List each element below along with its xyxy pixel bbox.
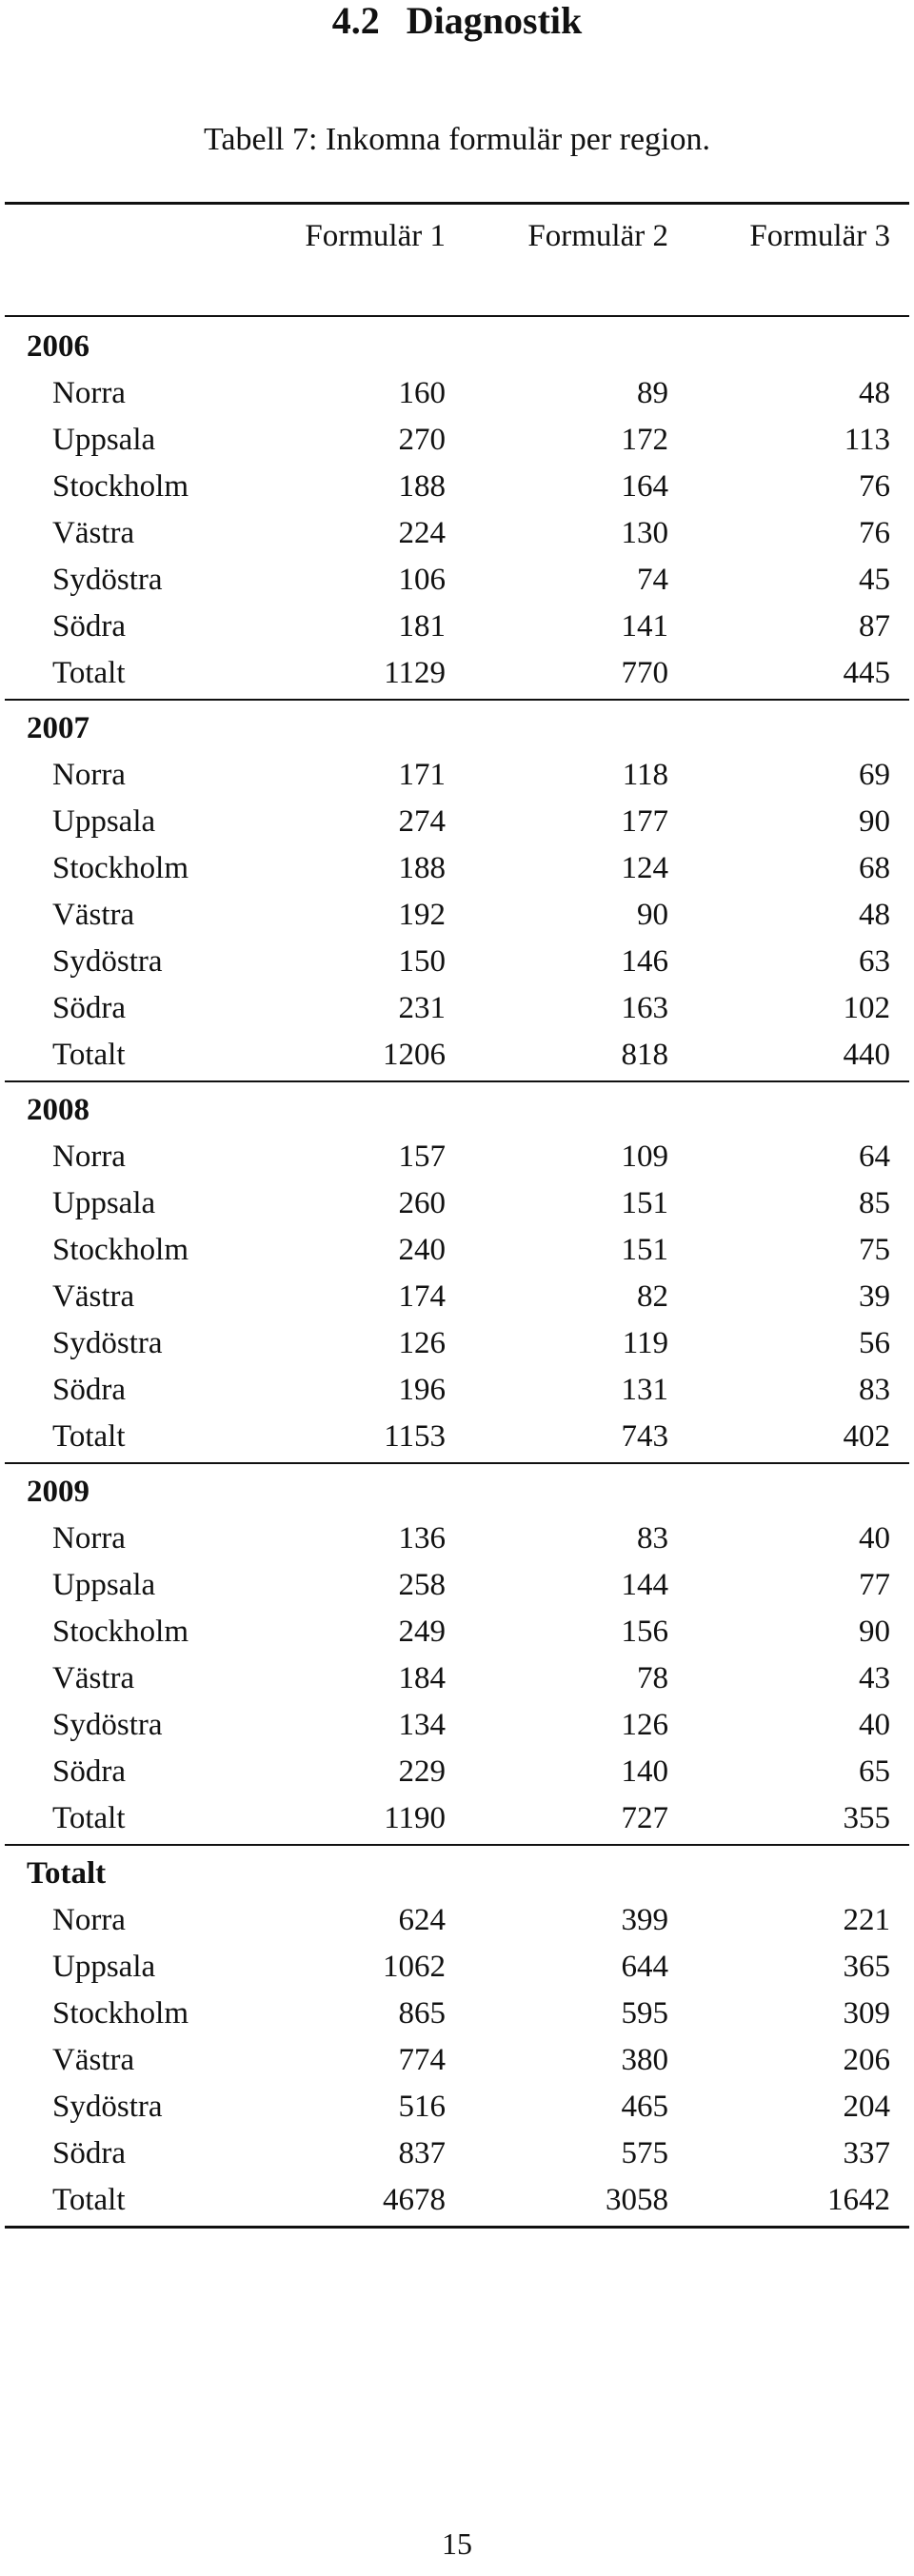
table-cell: 231 <box>398 991 446 1025</box>
table-cell: 48 <box>859 898 890 932</box>
table-cell: 56 <box>859 1326 890 1360</box>
table-cell: 106 <box>398 563 446 597</box>
table-cell: 130 <box>621 516 668 550</box>
table-cell: 90 <box>637 898 668 932</box>
table-cell: 131 <box>621 1373 668 1407</box>
row-label: Uppsala <box>52 1568 156 1602</box>
table-cell: 75 <box>859 1233 890 1267</box>
table-cell: 240 <box>398 1233 446 1267</box>
table-cell: 119 <box>622 1326 668 1360</box>
group-label: 2008 <box>27 1093 89 1127</box>
table-cell: 260 <box>398 1186 446 1220</box>
table-cell: 144 <box>621 1568 668 1602</box>
table-cell: 163 <box>621 991 668 1025</box>
table-cell: 82 <box>637 1279 668 1314</box>
row-label: Stockholm <box>52 1615 189 1649</box>
group-label: 2007 <box>27 711 89 745</box>
table-top-rule <box>5 202 909 205</box>
row-label: Uppsala <box>52 423 156 457</box>
table-cell: 229 <box>398 1754 446 1789</box>
table-cell: 516 <box>398 2090 446 2124</box>
row-label: Södra <box>52 991 126 1025</box>
table-cell: 171 <box>398 758 446 792</box>
table-cell: 64 <box>859 1139 890 1174</box>
table-caption: Tabell 7: Inkomna formulär per region. <box>204 122 710 157</box>
table-cell: 309 <box>843 1996 890 2031</box>
row-label: Sydöstra <box>52 2090 163 2124</box>
row-label: Södra <box>52 1373 126 1407</box>
table-cell: 181 <box>398 609 446 644</box>
table-cell: 249 <box>398 1615 446 1649</box>
group-separator-rule <box>5 699 909 701</box>
table-cell: 102 <box>843 991 890 1025</box>
table-cell: 89 <box>637 376 668 410</box>
row-label: Stockholm <box>52 1996 189 2031</box>
table-cell: 40 <box>859 1708 890 1742</box>
row-label: Stockholm <box>52 1233 189 1267</box>
row-label: Västra <box>52 1661 135 1695</box>
table-cell: 727 <box>621 1801 668 1835</box>
page-number: 15 <box>442 2526 472 2561</box>
table-cell: 146 <box>621 944 668 979</box>
table-cell: 644 <box>621 1950 668 1984</box>
table-cell: 69 <box>859 758 890 792</box>
table-cell: 76 <box>859 469 890 504</box>
table-cell: 743 <box>621 1419 668 1454</box>
table-cell: 770 <box>621 656 668 690</box>
group-separator-rule <box>5 1080 909 1082</box>
table-cell: 1642 <box>827 2183 890 2217</box>
table-cell: 113 <box>844 423 890 457</box>
table-cell: 109 <box>621 1139 668 1174</box>
row-label: Sydöstra <box>52 1326 163 1360</box>
table-cell: 160 <box>398 376 446 410</box>
row-label: Norra <box>52 1903 126 1937</box>
row-label: Totalt <box>52 1419 126 1454</box>
table-cell: 575 <box>621 2136 668 2170</box>
row-label: Uppsala <box>52 1186 156 1220</box>
row-label: Sydöstra <box>52 944 163 979</box>
table-cell: 355 <box>843 1801 890 1835</box>
group-label: Totalt <box>27 1856 107 1891</box>
row-label: Uppsala <box>52 804 156 839</box>
row-label: Stockholm <box>52 851 189 885</box>
group-label: 2006 <box>27 329 89 364</box>
table-cell: 399 <box>621 1903 668 1937</box>
table-cell: 136 <box>398 1521 446 1556</box>
table-cell: 380 <box>621 2043 668 2077</box>
table-cell: 172 <box>621 423 668 457</box>
section-title: Diagnostik <box>406 0 583 42</box>
table-cell: 83 <box>637 1521 668 1556</box>
table-cell: 118 <box>622 758 668 792</box>
table-cell: 141 <box>621 609 668 644</box>
row-label: Norra <box>52 1139 126 1174</box>
table-cell: 274 <box>398 804 446 839</box>
table-cell: 624 <box>398 1903 446 1937</box>
table-cell: 140 <box>621 1754 668 1789</box>
table-cell: 224 <box>398 516 446 550</box>
column-header: Formulär 1 <box>305 219 446 253</box>
table-cell: 39 <box>859 1279 890 1314</box>
row-label: Västra <box>52 1279 135 1314</box>
table-cell: 77 <box>859 1568 890 1602</box>
table-cell: 151 <box>621 1186 668 1220</box>
table-cell: 85 <box>859 1186 890 1220</box>
column-header: Formulär 2 <box>527 219 668 253</box>
group-label: 2009 <box>27 1475 89 1509</box>
table-cell: 184 <box>398 1661 446 1695</box>
table-header-rule <box>5 315 909 317</box>
table-cell: 48 <box>859 376 890 410</box>
row-label: Västra <box>52 898 135 932</box>
table-cell: 1153 <box>384 1419 446 1454</box>
table-cell: 177 <box>621 804 668 839</box>
table-cell: 65 <box>859 1754 890 1789</box>
table-cell: 221 <box>843 1903 890 1937</box>
table-cell: 204 <box>843 2090 890 2124</box>
table-cell: 150 <box>398 944 446 979</box>
table-cell: 126 <box>621 1708 668 1742</box>
table-cell: 124 <box>621 851 668 885</box>
row-label: Uppsala <box>52 1950 156 1984</box>
table-cell: 1190 <box>384 1801 446 1835</box>
table-cell: 774 <box>398 2043 446 2077</box>
table-cell: 90 <box>859 1615 890 1649</box>
table-cell: 68 <box>859 851 890 885</box>
row-label: Sydöstra <box>52 563 163 597</box>
row-label: Norra <box>52 1521 126 1556</box>
table-cell: 87 <box>859 609 890 644</box>
table-cell: 45 <box>859 563 890 597</box>
table-cell: 192 <box>398 898 446 932</box>
table-cell: 3058 <box>606 2183 668 2217</box>
table-cell: 837 <box>398 2136 446 2170</box>
table-cell: 174 <box>398 1279 446 1314</box>
row-label: Norra <box>52 376 126 410</box>
group-separator-rule <box>5 1462 909 1464</box>
table-cell: 1206 <box>383 1038 446 1072</box>
table-cell: 258 <box>398 1568 446 1602</box>
table-cell: 818 <box>621 1038 668 1072</box>
table-cell: 157 <box>398 1139 446 1174</box>
table-cell: 365 <box>843 1950 890 1984</box>
table-cell: 76 <box>859 516 890 550</box>
table-cell: 164 <box>621 469 668 504</box>
table-cell: 440 <box>843 1038 890 1072</box>
row-label: Västra <box>52 516 135 550</box>
table-cell: 78 <box>637 1661 668 1695</box>
section-number: 4.2 <box>331 0 380 42</box>
row-label: Södra <box>52 1754 126 1789</box>
table-bottom-rule <box>5 2226 909 2229</box>
row-label: Södra <box>52 2136 126 2170</box>
table-cell: 196 <box>398 1373 446 1407</box>
table-cell: 151 <box>621 1233 668 1267</box>
table-cell: 865 <box>398 1996 446 2031</box>
table-cell: 188 <box>398 851 446 885</box>
row-label: Totalt <box>52 656 126 690</box>
row-label: Totalt <box>52 1038 126 1072</box>
row-label: Västra <box>52 2043 135 2077</box>
table-cell: 156 <box>621 1615 668 1649</box>
row-label: Södra <box>52 609 126 644</box>
table-cell: 83 <box>859 1373 890 1407</box>
table-cell: 63 <box>859 944 890 979</box>
table-cell: 134 <box>398 1708 446 1742</box>
table-cell: 1129 <box>384 656 446 690</box>
row-label: Stockholm <box>52 469 189 504</box>
table-cell: 1062 <box>383 1950 446 1984</box>
table-cell: 270 <box>398 423 446 457</box>
row-label: Sydöstra <box>52 1708 163 1742</box>
table-cell: 402 <box>843 1419 890 1454</box>
row-label: Norra <box>52 758 126 792</box>
table-cell: 337 <box>843 2136 890 2170</box>
table-cell: 40 <box>859 1521 890 1556</box>
section-heading <box>0 0 914 42</box>
column-header: Formulär 3 <box>749 219 890 253</box>
row-label: Totalt <box>52 2183 126 2217</box>
table-cell: 74 <box>637 563 668 597</box>
table-cell: 465 <box>621 2090 668 2124</box>
table-cell: 595 <box>621 1996 668 2031</box>
row-label: Totalt <box>52 1801 126 1835</box>
table-cell: 206 <box>843 2043 890 2077</box>
table-cell: 126 <box>398 1326 446 1360</box>
table-cell: 4678 <box>383 2183 446 2217</box>
table-cell: 445 <box>843 656 890 690</box>
table-cell: 90 <box>859 804 890 839</box>
table-cell: 43 <box>859 1661 890 1695</box>
table-cell: 188 <box>398 469 446 504</box>
group-separator-rule <box>5 1844 909 1846</box>
